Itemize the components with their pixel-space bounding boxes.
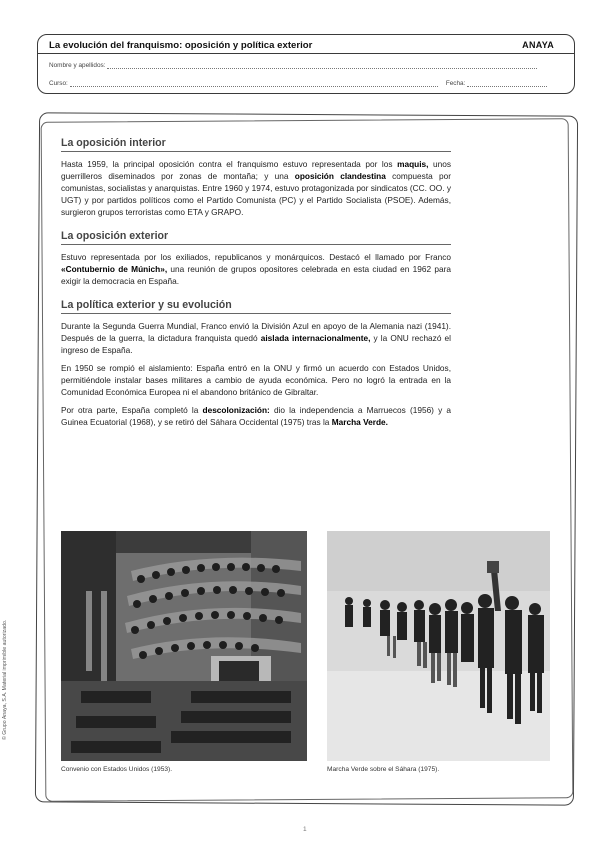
section-internal-opposition [61,137,451,218]
header-box [37,34,575,94]
section-heading: La oposición interior [61,137,451,152]
header-title-row [38,35,574,54]
paragraph [61,158,451,218]
emphasis-text: descolonización: [202,405,270,415]
anaya-logo: ANAYA [522,40,554,50]
emphasis-text: maquis, [397,159,429,169]
photo-caption: Convenio con Estados Unidos (1953). [61,766,173,773]
section-heading: La política exterior y su evolución [61,299,451,314]
paragraph [61,320,451,356]
body-text: Por otra parte, España completó la [61,405,203,415]
paragraph [61,404,451,428]
body-text: unos guerrilleros diseminados por zonas de montaña; y una [61,159,452,181]
section-heading: La oposición exterior [61,230,451,245]
section-foreign-policy [61,299,451,428]
parliament-chamber-image [61,531,307,761]
content-area [61,137,451,440]
name-line[interactable] [107,62,537,69]
page-number: 1 [303,826,307,833]
emphasis-text: «Contubernio de Múnich», [61,264,168,274]
body-text: En 1950 se rompió el aislamiento: España entró en la ONU y firmó un acuerdo con Estados Unidos, permitiéndole instalar bases militares a cambio de ayuda económica. Pero no logró la entrada en la Comunidad Económica Europea ni el abandono británico de Gibraltar. [61,363,451,397]
photo-caption: Marcha Verde sobre el Sáhara (1975). [327,766,440,773]
body-text: y la ONU rechazó el ingreso de España. [61,333,452,355]
emphasis-text: oposición clandestina [294,171,386,181]
emphasis-text: aislada internacionalmente, [260,333,371,343]
section-external-opposition [61,230,451,287]
course-field[interactable] [49,80,547,87]
copyright-note: © Grupo Anaya, S.A. Material imprimible autorizado. [2,619,8,740]
photo-marcha-verde [327,531,550,761]
date-label: Fecha: [445,80,466,87]
body-text: Durante la Segunda Guerra Mundial, Franco envió la División Azul en apoyo de la Alemania nazi (1941). Después de la guerra, la dictadura franquista quedó [61,321,451,343]
body-text: compuesta por comunistas, socialistas y anarquistas. Entre 1960 y 1974, estuvo protagonizada por sindicatos (CC. OO. y UGT) y por partidos políticos como el Partido Comunista (PC) y el Partido Socialista (PSOE). Además, surgieron grupos terroristas como ETA y GRAPO. [61,171,451,217]
paragraph [61,362,451,398]
course-label: Curso: [49,80,68,87]
date-line[interactable] [467,80,547,87]
body-text: Hasta 1959, la principal oposición contra el franquismo estuvo representada por los [61,159,398,169]
green-march-image [327,531,550,761]
paragraph [61,251,451,287]
photo-convenio-estados-unidos [61,531,307,761]
name-label: Nombre y apellidos: [49,62,106,69]
body-text: una reunión de grupos opositores celebrada en esta ciudad en 1962 para exigir la democracia en España. [61,264,451,286]
course-line[interactable] [70,80,438,87]
body-text: Estuvo representada por los exiliados, republicanos y monárquicos. Destacó el llamado por Franco [61,252,451,262]
worksheet-title: La evolución del franquismo: oposición y política exterior [49,40,313,51]
name-field[interactable] [49,62,537,69]
body-text: dio la independencia a Marruecos (1956) y a Guinea Ecuatorial (1968), y se retiró del Sáhara Occidental (1975) tras la [61,405,451,427]
emphasis-text: Marcha Verde. [331,417,388,427]
